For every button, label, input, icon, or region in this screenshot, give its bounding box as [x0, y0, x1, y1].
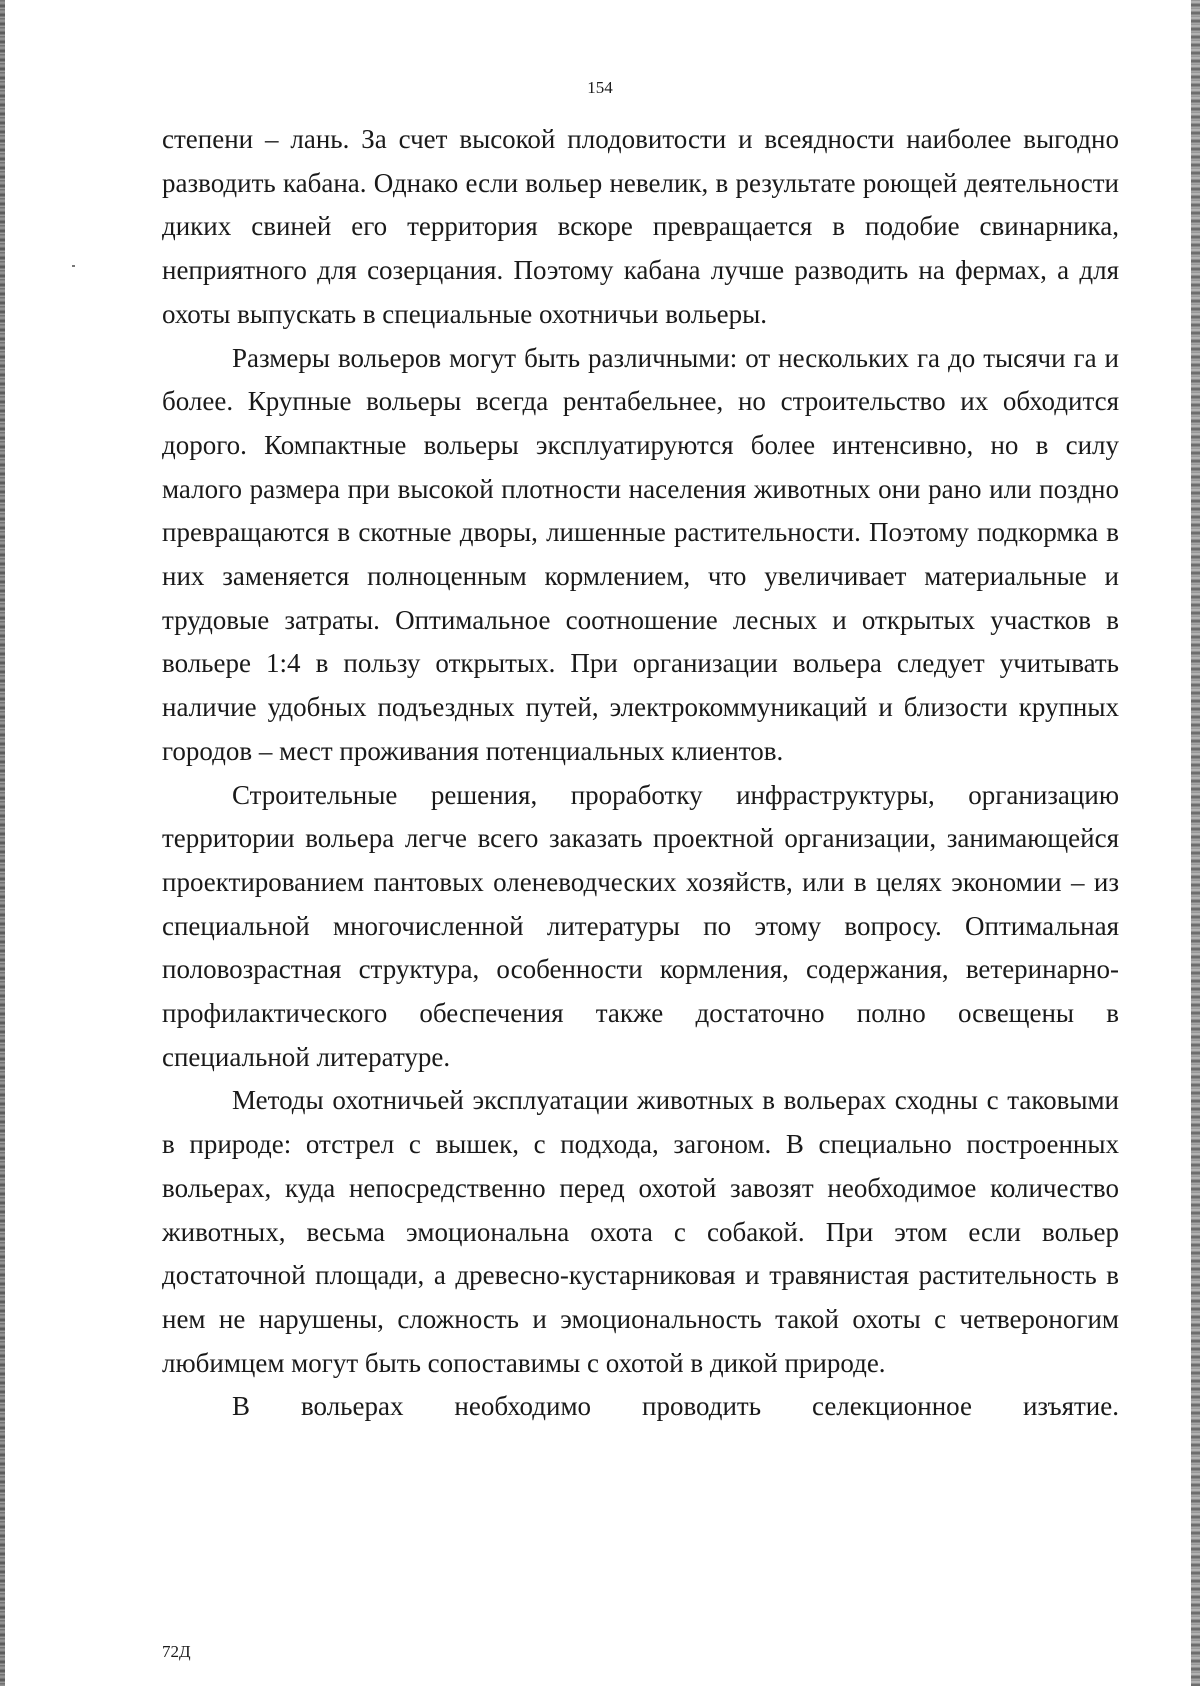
paragraph-5: В вольерах необходимо проводить селекционное изъятие.: [232, 1391, 1119, 1422]
paragraph-4: Методы охотничьей эксплуатации животных в вольерах сходны с таковыми в природе: отстрел с вышек, с подхода, загоном. В специально построенных вольерах, куда непосредственно перед охотой завозят необходимое количество животных, весьма эмоциональна охота с собакой. При этом если вольер достаточной площади, а древесно-кустарниковая и травянистая растительность в нем не нарушены, сложность и эмоциональность такой охоты с четвероногим любимцем могут быть сопоставимы с охотой в дикой природе.: [162, 1085, 1119, 1378]
paragraph-2: Размеры вольеров могут быть различными: от нескольких га до тысячи га и более. Крупные вольеры всегда рентабельнее, но строительство их обходится дорого. Компактные вольеры эксплуатируются более интенсивно, но в силу малого размера при высокой плотности населения животных они рано или поздно превращаются в скотные дворы, лишенные растительности. Поэтому подкормка в них заменяется полноценным кормлением, что увеличивает материальные и трудовые затраты. Оптимальное соотношение лесных и открытых участков в вольере 1:4 в пользу открытых. При организации вольера следует учитывать наличие удобных подъездных путей, электрокоммуникаций и близости крупных городов – мест проживания потенциальных клиентов.: [162, 342, 1119, 766]
scan-edge-right: [1191, 0, 1200, 1686]
page-number: 154: [587, 78, 613, 97]
body-text: [162, 118, 1119, 1429]
paragraph-3: Строительные решения, проработку инфраструктуры, организацию территории вольера легче всего заказать проектной организации, занимающейся проектированием пантовых оленеводческих хозяйств, или в целях экономии – из специальной многочисленной литературы по этому вопросу. Оптимальная половозрастная структура, особенности кормления, содержания, ветеринарно-профилактического обеспечения также достаточно полно освещены в специальной литературе.: [162, 779, 1119, 1072]
paragraph-1: степени – лань. За счет высокой плодовитости и всеядности наиболее выгодно разводить кабана. Однако если вольер невелик, в результате роющей деятельности диких свиней его территория вскоре превращается в подобие свинарника, неприятного для созерцания. Поэтому кабана лучше разводить на фермах, а для охоты выпускать в специальные охотничьи вольеры.: [162, 124, 1119, 329]
scan-edge-left: [0, 0, 5, 1686]
page-code: 72Д: [162, 1642, 191, 1661]
scan-speck: [72, 265, 75, 267]
